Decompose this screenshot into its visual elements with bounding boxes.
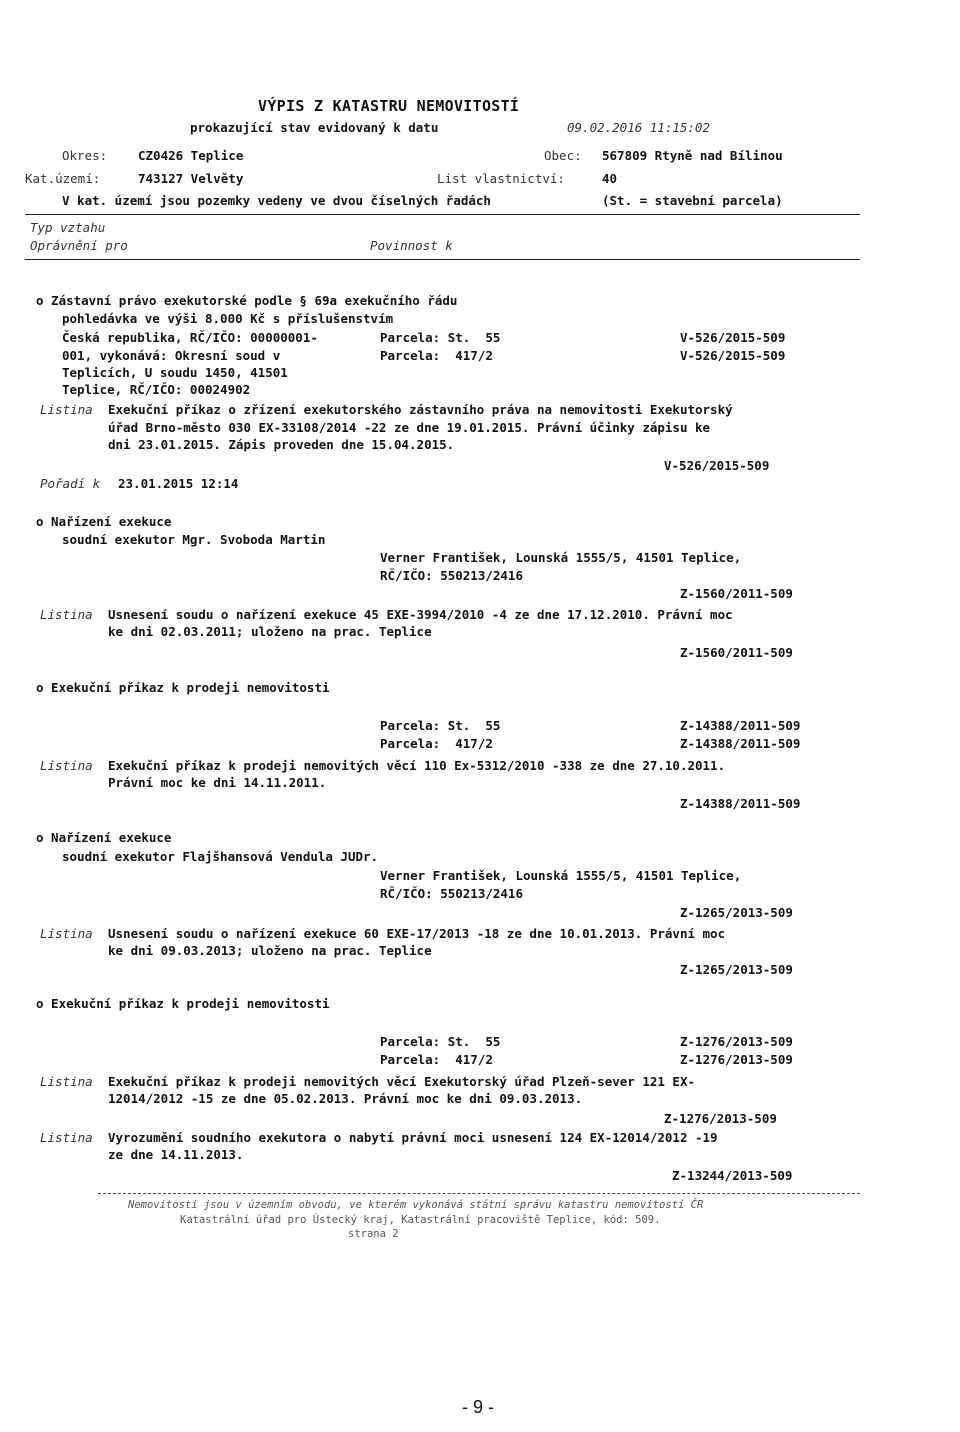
entry-4-title: o Nařízení exekuce [36, 830, 172, 845]
footer-rule [98, 1193, 860, 1194]
entry-1-subtitle: pohledávka ve výši 8.000 Kč s příslušenstvím [62, 311, 394, 326]
entry-2-listina-text: Usnesení soudu o nařízení exekuce 45 EXE-3994/2010 -4 ze dne 17.12.2010. Právní moc [108, 607, 733, 622]
entry-1-poradi-label: Pořadí k [40, 476, 101, 491]
entry-5-parcel: Parcela: 417/2 [380, 1052, 493, 1067]
entry-5-ref: Z-1276/2013-509 [680, 1034, 793, 1049]
footer-line-2: Katastrální úřad pro Ústecký kraj, Katastrální pracoviště Teplice, kód: 509. [180, 1214, 661, 1226]
entry-5-listina-text: 12014/2012 -15 ze dne 05.02.2013. Právní moc ke dni 09.03.2013. [108, 1091, 583, 1106]
entry-3-ref: Z-14388/2011-509 [680, 736, 801, 751]
column-povinnost-k: Povinnost k [370, 238, 453, 253]
entry-3-listina-text: Exekuční příkaz k prodeji nemovitých věcí 110 Ex-5312/2010 -338 ze dne 27.10.2011. [108, 758, 726, 773]
entry-2-party-line: Verner František, Lounská 1555/5, 41501 Teplice, [380, 550, 742, 565]
katuz-label: Kat.území: [25, 171, 101, 186]
entry-1-poradi-value: 23.01.2015 12:14 [118, 476, 239, 491]
entry-1-listina-ref: V-526/2015-509 [664, 458, 770, 473]
entry-2-listina-text: ke dni 02.03.2011; uloženo na prac. Teplice [108, 624, 432, 639]
entry-5-listina2-label: Listina [40, 1130, 93, 1145]
entry-4-party-line: Verner František, Lounská 1555/5, 41501 Teplice, [380, 868, 742, 883]
entry-5-listina-ref: Z-1276/2013-509 [664, 1111, 777, 1126]
entry-5-listina2-text: ze dne 14.11.2013. [108, 1147, 244, 1162]
footer-line-1: Nemovitosti jsou v územním obvodu, ve kterém vykonává státní správu katastru nemovitostí ČR [128, 1199, 704, 1211]
entry-5-title: o Exekuční příkaz k prodeji nemovitosti [36, 996, 330, 1011]
entry-1-parcel: Parcela: 417/2 [380, 348, 493, 363]
lv-value: 40 [602, 171, 618, 186]
entry-3-listina-label: Listina [40, 758, 93, 773]
entry-4-listina-text: ke dni 09.03.2013; uloženo na prac. Teplice [108, 943, 432, 958]
entry-3-parcel: Parcela: St. 55 [380, 718, 501, 733]
entry-5-listina2-ref: Z-13244/2013-509 [672, 1168, 793, 1183]
entry-2-listina-ref: Z-1560/2011-509 [680, 645, 793, 660]
entry-1-parcel: Parcela: St. 55 [380, 330, 501, 345]
entry-4-listina-ref: Z-1265/2013-509 [680, 962, 793, 977]
entry-2-subtitle: soudní exekutor Mgr. Svoboda Martin [62, 532, 326, 547]
entry-4-subtitle: soudní exekutor Flajšhansová Vendula JUDr. [62, 849, 379, 864]
okres-label: Okres: [62, 148, 108, 163]
header-rule-top [25, 214, 860, 215]
header-rule-bottom [25, 259, 860, 260]
entry-1-listina-label: Listina [40, 402, 93, 417]
entry-1-ref: V-526/2015-509 [680, 330, 786, 345]
column-opravneni-pro: Oprávnění pro [30, 238, 128, 253]
column-typ-vztahu: Typ vztahu [30, 220, 106, 235]
entry-1-title: o Zástavní právo exekutorské podle § 69a exekučního řádu [36, 293, 458, 308]
entry-1-ref: V-526/2015-509 [680, 348, 786, 363]
entry-4-listina-label: Listina [40, 926, 93, 941]
numbering-note: V kat. území jsou pozemky vedeny ve dvou číselných řadách [62, 193, 491, 208]
entry-4-ref: Z-1265/2013-509 [680, 905, 793, 920]
document-subtitle: prokazující stav evidovaný k datu [190, 120, 439, 135]
parcel-legend: (St. = stavební parcela) [602, 193, 783, 208]
entry-1-listina-text: úřad Brno-město 030 EX-33108/2014 -22 ze dne 19.01.2015. Právní účinky zápisu ke [108, 420, 711, 435]
entry-1-party-line: Česká republika, RČ/IČO: 00000001- [62, 330, 318, 345]
entry-4-listina-text: Usnesení soudu o nařízení exekuce 60 EXE-17/2013 -18 ze dne 10.01.2013. Právní moc [108, 926, 726, 941]
entry-3-ref: Z-14388/2011-509 [680, 718, 801, 733]
entry-2-title: o Nařízení exekuce [36, 514, 172, 529]
okres-value: CZ0426 Teplice [138, 148, 244, 163]
document-title: VÝPIS Z KATASTRU NEMOVITOSTÍ [258, 97, 520, 115]
entry-1-party-line: Teplice, RČ/IČO: 00024902 [62, 382, 251, 397]
obec-label: Obec: [544, 148, 582, 163]
document-datetime: 09.02.2016 11:15:02 [567, 120, 710, 135]
entry-5-parcel: Parcela: St. 55 [380, 1034, 501, 1049]
entry-3-title: o Exekuční příkaz k prodeji nemovitosti [36, 680, 330, 695]
footer-page-label: strana 2 [348, 1228, 399, 1240]
lv-label: List vlastnictví: [437, 171, 565, 186]
obec-value: 567809 Rtyně nad Bílinou [602, 148, 783, 163]
entry-1-party-line: Teplicích, U soudu 1450, 41501 [62, 365, 288, 380]
entry-3-listina-text: Právní moc ke dni 14.11.2011. [108, 775, 327, 790]
page-number: - 9 - [462, 1397, 495, 1417]
entry-5-listina-label: Listina [40, 1074, 93, 1089]
entry-2-listina-label: Listina [40, 607, 93, 622]
entry-3-parcel: Parcela: 417/2 [380, 736, 493, 751]
entry-4-party-line: RČ/IČO: 550213/2416 [380, 886, 523, 901]
entry-5-listina-text: Exekuční příkaz k prodeji nemovitých věcí Exekutorský úřad Plzeň-sever 121 EX- [108, 1074, 695, 1089]
katuz-value: 743127 Velvěty [138, 171, 244, 186]
entry-2-ref: Z-1560/2011-509 [680, 586, 793, 601]
entry-5-ref: Z-1276/2013-509 [680, 1052, 793, 1067]
entry-2-party-line: RČ/IČO: 550213/2416 [380, 568, 523, 583]
entry-1-listina-text: Exekuční příkaz o zřízení exekutorského zástavního práva na nemovitosti Exekutorský [108, 402, 733, 417]
entry-1-party-line: 001, vykonává: Okresní soud v [62, 348, 281, 363]
entry-1-listina-text: dni 23.01.2015. Zápis proveden dne 15.04.2015. [108, 437, 455, 452]
entry-3-listina-ref: Z-14388/2011-509 [680, 796, 801, 811]
entry-5-listina2-text: Vyrozumění soudního exekutora o nabytí právní moci usnesení 124 EX-12014/2012 -19 [108, 1130, 718, 1145]
